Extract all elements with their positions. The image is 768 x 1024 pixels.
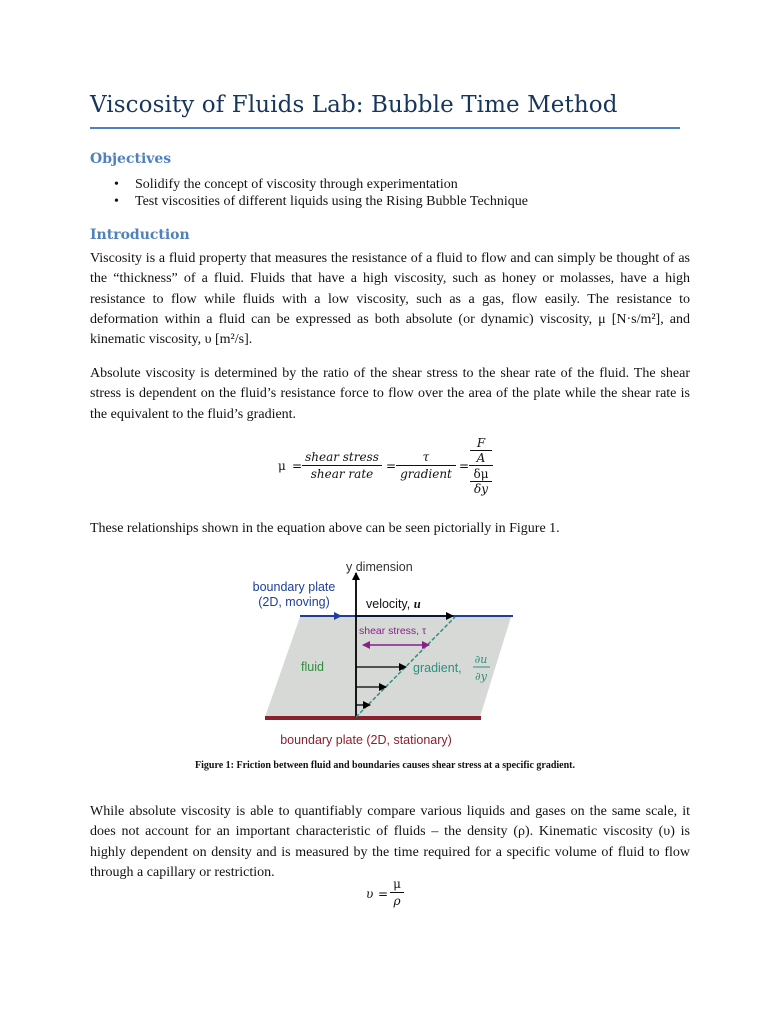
delta-mu-symbol: δμ	[473, 467, 489, 481]
equals-sign: =	[459, 459, 470, 473]
bottom-plate-label: boundary plate (2D, stationary)	[280, 733, 452, 747]
figure-caption: Figure 1: Friction between fluid and boundaries causes shear stress at a specific gradient.	[195, 760, 575, 771]
velocity-label: velocity, u	[366, 597, 421, 611]
fraction-denominator	[469, 465, 493, 496]
equals-sign: =	[378, 887, 389, 901]
equals-sign: =	[386, 459, 397, 473]
bullet-icon: •	[114, 177, 119, 192]
objectives-heading: Objectives	[90, 151, 172, 167]
objectives-list	[114, 177, 528, 211]
figure-1-diagram	[245, 555, 525, 755]
fraction-numerator: shear stress	[305, 450, 379, 464]
intro-paragraph-3: These relationships shown in the equation above can be seen pictorially in Figure 1.	[90, 521, 560, 536]
force-area-fraction	[469, 436, 493, 496]
bullet-icon: •	[114, 194, 119, 209]
force-symbol: F	[476, 436, 486, 450]
equation-lhs: μ	[278, 459, 286, 473]
fraction-denominator: ρ	[390, 892, 404, 908]
intro-paragraph-1: Viscosity is a fluid property that measures the resistance of a fluid to flow and can simply be thought of as the “thickness” of a fluid. Fluids that have a high viscosity, such as honey or molasses, have a high resistance to flow while fluids with a low viscosity, such as a gas, flow easily. The resistance to deformation within a fluid can be expressed as both absolute (or dynamic) viscosity, μ [N·s/m²], and kinematic viscosity, υ [m²/s].	[90, 251, 690, 348]
objective-text: Solidify the concept of viscosity through experimentation	[135, 177, 458, 192]
gradient-label: gradient,	[413, 661, 462, 675]
objective-text: Test viscosities of different liquids using the Rising Bubble Technique	[135, 194, 528, 209]
list-item	[114, 177, 528, 194]
kinematic-viscosity-equation	[366, 877, 426, 913]
area-symbol: A	[470, 450, 492, 465]
delta-y-symbol: δy	[470, 481, 492, 496]
fraction-numerator: τ	[422, 450, 430, 464]
fraction-numerator	[469, 436, 493, 465]
introduction-heading: Introduction	[90, 227, 190, 243]
intro-paragraph-2: Absolute viscosity is determined by the ratio of the shear stress to the shear rate of the fluid. The shear stress is dependent on the fluid’s resistance force to flow over the area of the plate while the shear rate is the equivalent to the fluid’s gradient.	[90, 366, 690, 422]
gradient-denominator: ∂y	[475, 670, 487, 683]
intro-paragraph-4: While absolute viscosity is able to quantifiably compare various liquids and gases on the same scale, it does not account for an important characteristic of fluids – the density (ρ). Kinematic viscosity (υ) is highly dependent on density and is measured by the time required for a specific volume of fluid to flow through a capillary or restriction.	[90, 804, 690, 880]
fraction-denominator: shear rate	[302, 465, 382, 481]
title-underline	[90, 127, 680, 129]
fraction-numerator: μ	[393, 877, 401, 891]
list-item	[114, 194, 528, 211]
gradient-numerator: ∂u	[474, 653, 488, 666]
viscosity-equation	[278, 436, 518, 500]
fluid-label: fluid	[301, 660, 324, 674]
shear-stress-label: shear stress, τ	[359, 625, 427, 637]
y-dimension-label: y dimension	[346, 560, 413, 574]
tau-fraction	[396, 450, 456, 481]
mu-over-rho-fraction	[390, 877, 404, 908]
top-plate-label-line-2: (2D, moving)	[258, 595, 330, 609]
top-plate-label-line-1: boundary plate	[252, 580, 336, 594]
equals-sign: =	[292, 459, 303, 473]
fraction-denominator: gradient	[396, 465, 456, 481]
shear-stress-fraction	[302, 450, 382, 481]
page-title: Viscosity of Fluids Lab: Bubble Time Method	[90, 92, 618, 118]
equation-lhs: υ	[366, 887, 374, 901]
